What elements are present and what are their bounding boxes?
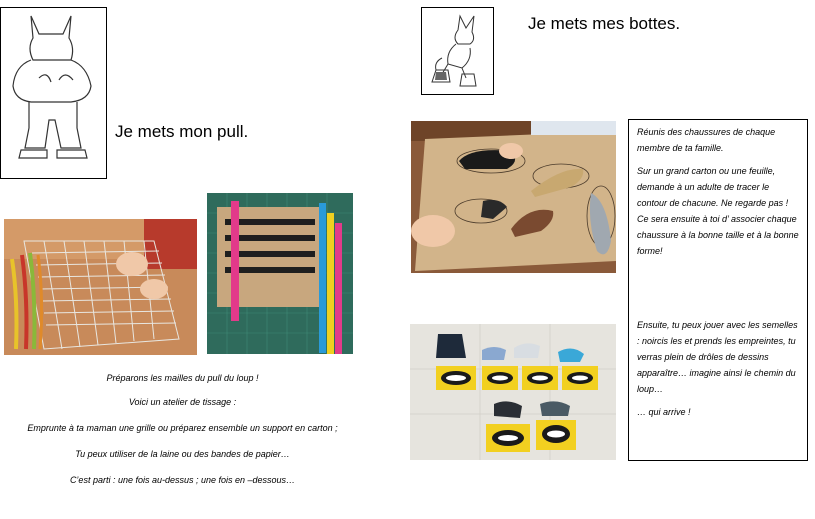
caption-line: Voici un atelier de tissage : xyxy=(128,397,237,407)
caption-line: Tu peux utiliser de la laine ou des bandes de papier… xyxy=(75,449,290,459)
instruction-paragraph: Réunis des chaussures de chaque membre de ta famille. xyxy=(637,127,776,153)
shoes-outline-photo xyxy=(411,121,616,273)
right-title: Je mets mes bottes. xyxy=(528,14,681,33)
cardboard-weaving-image xyxy=(207,193,353,354)
caption-line: C’est parti : une fois au-dessus ; une fois en –dessous… xyxy=(69,475,296,485)
instruction-paragraph: Ensuite, tu peux jouer avec les semelles : noircis les et prends les empreintes, tu verras plein de drôles de dessins apparaître… imagine ainsi le chemin du loup… xyxy=(637,320,798,394)
wolf-boots-illustration xyxy=(421,7,494,95)
caption-line: Emprunte à ta maman une grille ou préparez ensemble un support en carton ; xyxy=(27,423,338,433)
weaving-grid-image xyxy=(4,219,197,355)
instruction-paragraph: Sur un grand carton ou une feuille, demande à un adulte de tracer le contour de chacune. Ne regarde pas ! Ce sera ensuite à toi d’ associer chaque chaussure à la bonne taille et à la bonne forme! xyxy=(637,166,799,256)
shoe-prints-image xyxy=(410,324,616,460)
caption-line: Préparons les mailles du pull du loup ! xyxy=(106,373,259,383)
wolf-drawing xyxy=(1,8,106,178)
instructions-box xyxy=(628,119,808,461)
left-caption xyxy=(0,372,365,494)
weaving-grid-photo xyxy=(4,219,197,355)
shoe-prints-photo xyxy=(410,324,616,460)
wolf-boots-drawing xyxy=(422,8,493,94)
wolf-pull-illustration xyxy=(0,7,107,179)
shoes-outline-image xyxy=(411,121,616,273)
left-title: Je mets mon pull. xyxy=(115,122,249,141)
instruction-paragraph: … qui arrive ! xyxy=(637,407,691,417)
cardboard-weaving-photo xyxy=(207,193,353,354)
